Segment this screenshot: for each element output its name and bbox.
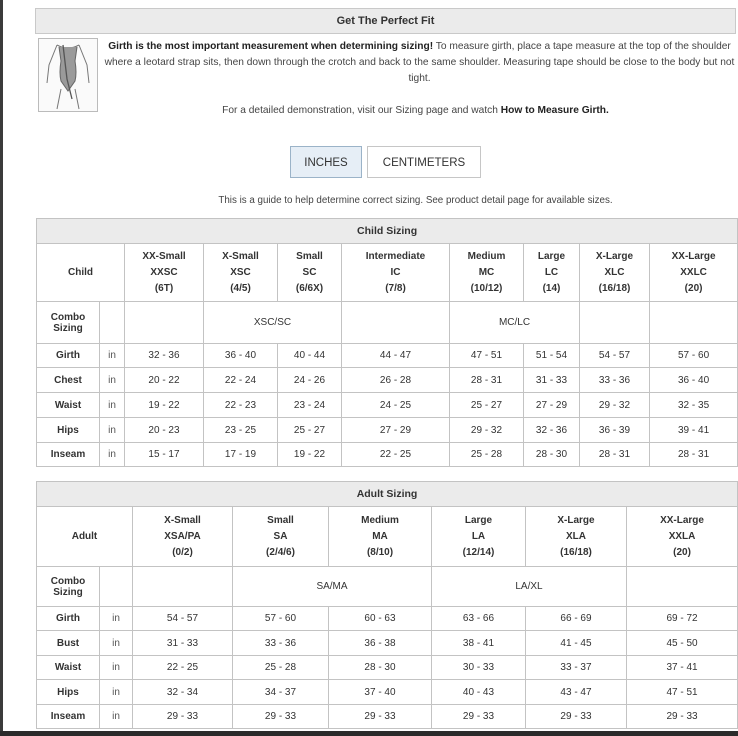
child-combo-label: Combo Sizing xyxy=(37,302,100,344)
size-value: 36 - 40 xyxy=(650,368,738,393)
girth-instructions-bold: Girth is the most important measurement when determining sizing! xyxy=(108,41,434,52)
size-value: 60 - 63 xyxy=(329,607,432,631)
size-value: 29 - 33 xyxy=(432,705,526,729)
child-corner-label: Child xyxy=(37,244,125,302)
size-value: 22 - 24 xyxy=(204,368,278,393)
size-code: XLA xyxy=(566,530,586,542)
size-value: 28 - 31 xyxy=(580,443,650,467)
size-value: 33 - 36 xyxy=(233,631,329,656)
size-name: Medium xyxy=(361,514,399,526)
adult-combo-label: Combo Sizing xyxy=(37,567,100,607)
size-value: 43 - 47 xyxy=(526,680,627,705)
size-value: 23 - 24 xyxy=(278,393,342,418)
size-value: 36 - 40 xyxy=(204,344,278,368)
size-value: 17 - 19 xyxy=(204,443,278,467)
size-range: (16/18) xyxy=(598,282,631,294)
child-size-header xyxy=(580,244,650,302)
blank-cell xyxy=(100,567,133,607)
size-value: 23 - 25 xyxy=(204,418,278,443)
size-value: 36 - 38 xyxy=(329,631,432,656)
size-value: 19 - 22 xyxy=(278,443,342,467)
combo-group: XSC/SC xyxy=(204,302,342,344)
unit-label: in xyxy=(100,656,133,680)
centimeters-button[interactable]: CENTIMETERS xyxy=(367,146,481,178)
size-range: (7/8) xyxy=(385,282,406,294)
table-row xyxy=(37,418,738,443)
combo-group: LA/XL xyxy=(432,567,627,607)
size-value: 19 - 22 xyxy=(125,393,204,418)
unit-label: in xyxy=(100,631,133,656)
size-code: XSA/PA xyxy=(164,530,201,542)
size-code: MA xyxy=(372,530,388,542)
size-name: XX-Large xyxy=(671,250,716,262)
size-value: 30 - 33 xyxy=(432,656,526,680)
size-range: (12/14) xyxy=(462,546,495,558)
blank-cell xyxy=(133,567,233,607)
size-name: Small xyxy=(267,514,294,526)
page-bottom-border xyxy=(0,731,738,736)
size-value: 34 - 37 xyxy=(233,680,329,705)
adult-size-header xyxy=(233,507,329,567)
size-value: 24 - 26 xyxy=(278,368,342,393)
child-sizing-title: Child Sizing xyxy=(37,219,738,244)
row-label: Waist xyxy=(37,393,100,418)
size-value: 51 - 54 xyxy=(524,344,580,368)
table-row xyxy=(37,368,738,393)
table-row xyxy=(37,631,738,656)
size-code: MC xyxy=(478,266,495,278)
size-value: 27 - 29 xyxy=(342,418,450,443)
child-size-header xyxy=(650,244,738,302)
size-value: 32 - 36 xyxy=(125,344,204,368)
size-range: (16/18) xyxy=(560,546,592,558)
size-value: 25 - 28 xyxy=(450,443,524,467)
size-value: 39 - 41 xyxy=(650,418,738,443)
adult-size-header xyxy=(627,507,738,567)
size-value: 63 - 66 xyxy=(432,607,526,631)
size-value: 22 - 25 xyxy=(133,656,233,680)
row-label: Inseam xyxy=(37,443,100,467)
adult-size-header xyxy=(329,507,432,567)
size-range: (20) xyxy=(673,546,691,558)
size-name: XX-Large xyxy=(660,514,704,526)
size-name: Large xyxy=(464,514,493,526)
size-value: 69 - 72 xyxy=(627,607,738,631)
leotard-figure-icon xyxy=(38,38,98,112)
size-name: Small xyxy=(296,250,323,262)
row-label: Girth xyxy=(37,344,100,368)
size-value: 28 - 30 xyxy=(524,443,580,467)
size-value: 22 - 25 xyxy=(342,443,450,467)
blank-cell xyxy=(125,302,204,344)
size-name: Medium xyxy=(467,250,506,262)
unit-label: in xyxy=(100,607,133,631)
size-value: 29 - 33 xyxy=(133,705,233,729)
size-name: X-Small xyxy=(222,250,259,262)
size-range: (10/12) xyxy=(470,282,503,294)
size-value: 54 - 57 xyxy=(133,607,233,631)
unit-label: in xyxy=(100,393,125,418)
how-to-measure-girth-link[interactable]: How to Measure Girth. xyxy=(500,105,609,116)
size-value: 38 - 41 xyxy=(432,631,526,656)
blank-cell xyxy=(100,302,125,344)
row-label: Girth xyxy=(37,607,100,631)
size-value: 47 - 51 xyxy=(450,344,524,368)
size-value: 20 - 23 xyxy=(125,418,204,443)
size-code: SC xyxy=(302,266,317,278)
blank-cell xyxy=(650,302,738,344)
row-label: Bust xyxy=(37,631,100,656)
size-value: 25 - 28 xyxy=(233,656,329,680)
girth-instructions-rest: To measure girth, place a tape measure at the top of the shoulder where a leotard strap sits, then down through the crotch and back to the same shoulder. Measuring tape should be close to the body but not tight. xyxy=(104,41,735,84)
size-value: 20 - 22 xyxy=(125,368,204,393)
size-value: 32 - 35 xyxy=(650,393,738,418)
row-label: Chest xyxy=(37,368,100,393)
size-range: (4/5) xyxy=(230,282,251,294)
size-value: 37 - 41 xyxy=(627,656,738,680)
unit-label: in xyxy=(100,680,133,705)
size-name: X-Small xyxy=(164,514,201,526)
perfect-fit-title: Get The Perfect Fit xyxy=(35,8,736,34)
size-value: 66 - 69 xyxy=(526,607,627,631)
girth-instructions xyxy=(103,39,736,87)
adult-size-header xyxy=(526,507,627,567)
size-value: 29 - 33 xyxy=(627,705,738,729)
row-label: Waist xyxy=(37,656,100,680)
size-code: LA xyxy=(471,530,486,542)
blank-cell xyxy=(627,567,738,607)
child-size-header xyxy=(342,244,450,302)
table-row xyxy=(37,607,738,631)
size-name: Large xyxy=(537,250,566,262)
size-value: 28 - 30 xyxy=(329,656,432,680)
size-range: (8/10) xyxy=(366,546,394,558)
size-range: (20) xyxy=(684,282,703,294)
blank-cell xyxy=(342,302,450,344)
child-sizing-table xyxy=(36,218,738,467)
child-size-header xyxy=(524,244,580,302)
size-range: (6/6X) xyxy=(295,282,324,294)
adult-sizing-table xyxy=(36,481,738,729)
size-value: 29 - 32 xyxy=(450,418,524,443)
page-left-border xyxy=(0,0,3,736)
size-value: 54 - 57 xyxy=(580,344,650,368)
perfect-fit-panel xyxy=(35,8,736,209)
size-code: XXLC xyxy=(680,266,707,278)
blank-cell xyxy=(580,302,650,344)
table-row xyxy=(37,680,738,705)
combo-group: MC/LC xyxy=(450,302,580,344)
row-label: Hips xyxy=(37,418,100,443)
unit-label: in xyxy=(100,418,125,443)
size-value: 26 - 28 xyxy=(342,368,450,393)
combo-group: SA/MA xyxy=(233,567,432,607)
size-name: X-Large xyxy=(557,514,595,526)
sizing-guide-note: This is a guide to help determine correct sizing. See product detail page for available sizes. xyxy=(218,195,613,206)
size-value: 22 - 23 xyxy=(204,393,278,418)
size-value: 25 - 27 xyxy=(450,393,524,418)
row-label: Hips xyxy=(37,680,100,705)
size-value: 57 - 60 xyxy=(650,344,738,368)
inches-button[interactable]: INCHES xyxy=(290,146,362,178)
child-size-header xyxy=(278,244,342,302)
size-value: 29 - 33 xyxy=(526,705,627,729)
size-name: Intermediate xyxy=(365,250,426,262)
size-value: 27 - 29 xyxy=(524,393,580,418)
table-row xyxy=(37,656,738,680)
size-value: 25 - 27 xyxy=(278,418,342,443)
child-size-header xyxy=(450,244,524,302)
size-code: LC xyxy=(544,266,559,278)
size-value: 47 - 51 xyxy=(627,680,738,705)
size-code: XLC xyxy=(604,266,625,278)
size-value: 33 - 36 xyxy=(580,368,650,393)
size-code: XXLA xyxy=(668,530,696,542)
size-value: 41 - 45 xyxy=(526,631,627,656)
size-value: 29 - 33 xyxy=(329,705,432,729)
size-value: 28 - 31 xyxy=(650,443,738,467)
size-range: (0/2) xyxy=(172,546,193,558)
adult-sizing-title: Adult Sizing xyxy=(37,482,738,507)
demo-note-prefix: For a detailed demonstration, visit our Sizing page and watch xyxy=(222,105,501,116)
size-value: 32 - 36 xyxy=(524,418,580,443)
unit-label: in xyxy=(100,368,125,393)
child-size-header xyxy=(204,244,278,302)
size-value: 33 - 37 xyxy=(526,656,627,680)
size-value: 32 - 34 xyxy=(133,680,233,705)
size-value: 31 - 33 xyxy=(133,631,233,656)
size-range: (14) xyxy=(542,282,561,294)
size-code: XSC xyxy=(230,266,251,278)
size-value: 45 - 50 xyxy=(627,631,738,656)
unit-label: in xyxy=(100,705,133,729)
size-code: SA xyxy=(273,530,288,542)
size-name: XX-Small xyxy=(142,250,186,262)
size-range: (6T) xyxy=(154,282,174,294)
size-value: 57 - 60 xyxy=(233,607,329,631)
adult-corner-label: Adult xyxy=(37,507,133,567)
table-row xyxy=(37,393,738,418)
size-value: 29 - 32 xyxy=(580,393,650,418)
size-name: X-Large xyxy=(595,250,634,262)
child-size-header xyxy=(125,244,204,302)
table-row xyxy=(37,443,738,467)
unit-label: in xyxy=(100,344,125,368)
table-row xyxy=(37,344,738,368)
demo-note xyxy=(95,105,736,116)
size-value: 24 - 25 xyxy=(342,393,450,418)
size-code: XXSC xyxy=(150,266,178,278)
size-value: 29 - 33 xyxy=(233,705,329,729)
size-value: 36 - 39 xyxy=(580,418,650,443)
unit-label: in xyxy=(100,443,125,467)
size-value: 40 - 44 xyxy=(278,344,342,368)
adult-size-header xyxy=(133,507,233,567)
adult-size-header xyxy=(432,507,526,567)
table-row xyxy=(37,705,738,729)
size-value: 31 - 33 xyxy=(524,368,580,393)
size-value: 15 - 17 xyxy=(125,443,204,467)
size-code: IC xyxy=(390,266,401,278)
size-range: (2/4/6) xyxy=(266,546,295,558)
size-value: 40 - 43 xyxy=(432,680,526,705)
size-value: 44 - 47 xyxy=(342,344,450,368)
row-label: Inseam xyxy=(37,705,100,729)
size-value: 28 - 31 xyxy=(450,368,524,393)
size-value: 37 - 40 xyxy=(329,680,432,705)
